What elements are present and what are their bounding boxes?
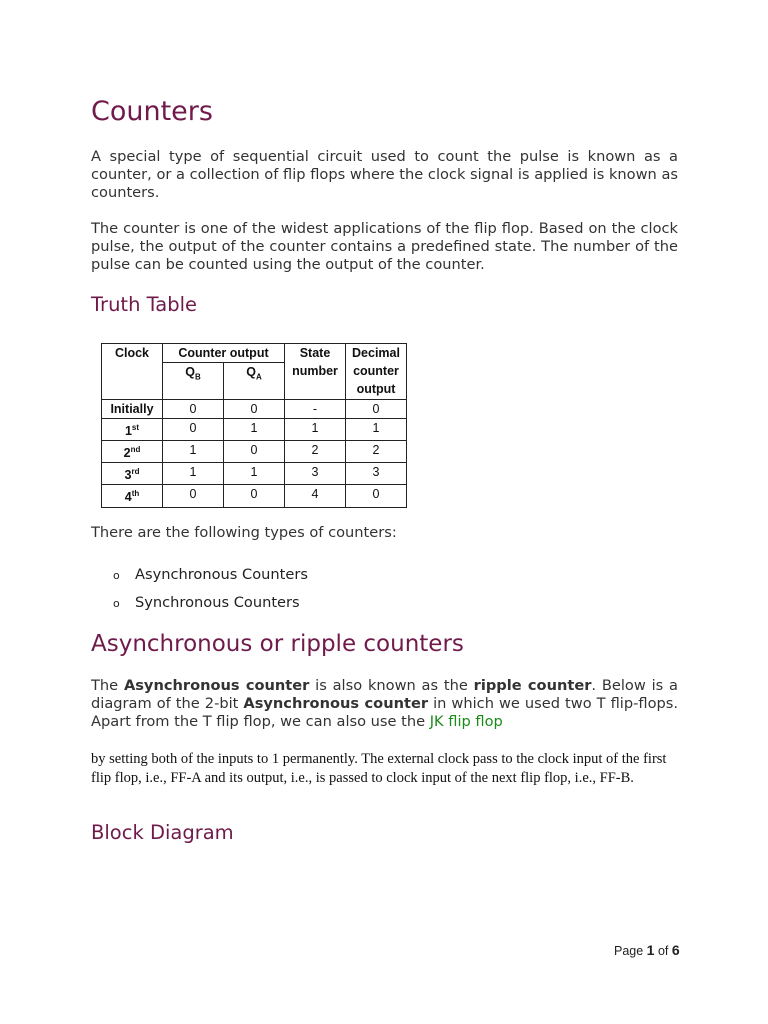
list-item-sync bbox=[113, 594, 300, 613]
cell-qa: 1 bbox=[224, 419, 285, 441]
bullet-icon: o bbox=[113, 597, 120, 610]
list-item-label: Asynchronous Counters bbox=[135, 566, 308, 583]
cell-qb: 0 bbox=[163, 400, 224, 419]
cell-qb: 1 bbox=[163, 463, 224, 485]
cell-decimal: 1 bbox=[346, 419, 407, 441]
cell-clock: 4th bbox=[102, 485, 163, 507]
cell-decimal: 2 bbox=[346, 441, 407, 463]
header-state-number: State number bbox=[285, 344, 346, 400]
cell-clock: 1st bbox=[102, 419, 163, 441]
cell-decimal: 0 bbox=[346, 400, 407, 419]
cell-clock: 3rd bbox=[102, 463, 163, 485]
cell-state: 2 bbox=[285, 441, 346, 463]
block-diagram-heading: Block Diagram bbox=[91, 821, 234, 844]
cell-qa: 1 bbox=[224, 463, 285, 485]
truth-table bbox=[101, 343, 407, 508]
header-clock: Clock bbox=[102, 344, 163, 400]
cell-state: 4 bbox=[285, 485, 346, 507]
intro-paragraph-2: The counter is one of the widest applications of the flip flop. Based on the clock pulse, the output of the counter contains a predefined state. The number of the pulse can be counted using the output of the counter. bbox=[91, 220, 678, 274]
async-paragraph: The Asynchronous counter is also known as the ripple counter. Below is a diagram of the 2-bit Asynchronous counter in which we used two T flip-flops. Apart from the T flip flop, we can also use the JK flip flop bbox=[91, 677, 678, 731]
cell-clock: Initially bbox=[102, 400, 163, 419]
table-row bbox=[102, 463, 407, 485]
header-qb: $Q_B$ bbox=[163, 363, 224, 400]
list-item-label: Synchronous Counters bbox=[135, 594, 300, 611]
cell-qb: 1 bbox=[163, 441, 224, 463]
bullet-icon: o bbox=[113, 569, 120, 582]
cell-qa: 0 bbox=[224, 400, 285, 419]
header-counter-output: Counter output bbox=[163, 344, 285, 363]
cell-decimal: 3 bbox=[346, 463, 407, 485]
header-qa: $Q_A$ bbox=[224, 363, 285, 400]
async-heading: Asynchronous or ripple counters bbox=[91, 631, 464, 657]
table-row bbox=[102, 400, 407, 419]
page-number: Page 1 of 6 bbox=[614, 942, 680, 958]
cell-state: - bbox=[285, 400, 346, 419]
table-row bbox=[102, 485, 407, 507]
header-decimal-counter-output: Decimal counter output bbox=[346, 344, 407, 400]
cell-qb: 0 bbox=[163, 485, 224, 507]
truth-table-heading: Truth Table bbox=[91, 293, 198, 316]
cell-qb: 0 bbox=[163, 419, 224, 441]
table-row bbox=[102, 419, 407, 441]
async-serif-paragraph: by setting both of the inputs to 1 permanently. The external clock pass to the clock input of the first flip flop, i.e., FF-A and its output, i.e., is passed to clock input of the next flip flop, i.e., FF-B. bbox=[91, 751, 667, 786]
jk-flip-flop-link[interactable]: JK flip flop bbox=[429, 713, 503, 731]
list-item-async bbox=[113, 566, 308, 585]
cell-clock: 2nd bbox=[102, 441, 163, 463]
intro-paragraph-1: A special type of sequential circuit used to count the pulse is known as a counter, or a collection of flip flops where the clock signal is applied is known as counters. bbox=[91, 148, 678, 202]
cell-decimal: 0 bbox=[346, 485, 407, 507]
types-intro: There are the following types of counters: bbox=[91, 524, 397, 541]
cell-qa: 0 bbox=[224, 485, 285, 507]
cell-qa: 0 bbox=[224, 441, 285, 463]
cell-state: 3 bbox=[285, 463, 346, 485]
page-title: Counters bbox=[91, 96, 213, 127]
cell-state: 1 bbox=[285, 419, 346, 441]
table-row bbox=[102, 441, 407, 463]
